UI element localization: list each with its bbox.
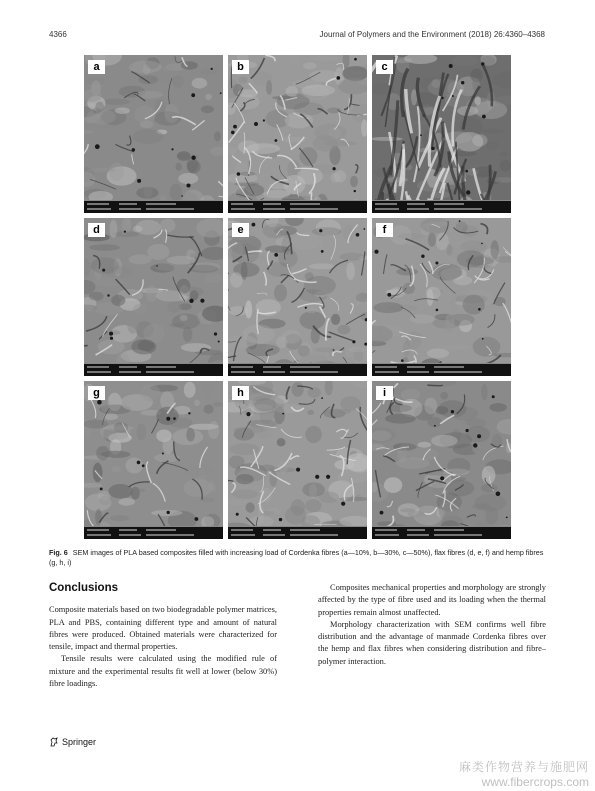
- watermark-url: www.fibercrops.com: [481, 775, 589, 789]
- sem-micrograph: [228, 218, 367, 376]
- panel-label: i: [376, 386, 393, 400]
- sem-micrograph: [372, 381, 511, 539]
- left-column: [49, 582, 277, 690]
- sem-metadata-text: [231, 371, 255, 373]
- sem-micrograph: [228, 55, 367, 213]
- sem-metadata-text: [434, 366, 464, 368]
- sem-metadata-text: [263, 371, 285, 373]
- sem-metadata-text: [146, 529, 176, 531]
- panel-label: g: [88, 386, 105, 400]
- sem-metadata-text: [87, 208, 111, 210]
- sem-metadata-text: [375, 366, 397, 368]
- sem-metadata-text: [119, 371, 141, 373]
- sem-metadata-text: [146, 366, 176, 368]
- sem-panel-i: [372, 381, 511, 539]
- sem-metadata-text: [119, 534, 141, 536]
- sem-metadata-text: [87, 371, 111, 373]
- sem-micrograph: [372, 218, 511, 376]
- figure-caption-text: SEM images of PLA based composites filled with increasing load of Cordenka fibres (a—10%, b—30%, c—50%), flax fibres (d, e, f) and hemp fibres (g, h, i): [49, 548, 544, 567]
- figure-caption-label: Fig. 6: [49, 548, 68, 557]
- sem-metadata-text: [407, 534, 429, 536]
- sem-metadata-text: [375, 534, 399, 536]
- sem-metadata-text: [119, 203, 137, 205]
- sem-metadata-text: [375, 371, 399, 373]
- panel-label: f: [376, 223, 393, 237]
- sem-figure: [84, 55, 512, 535]
- sem-metadata-text: [263, 366, 281, 368]
- right-column: [318, 582, 546, 668]
- sem-metadata-text: [290, 366, 320, 368]
- sem-metadata-text: [375, 203, 397, 205]
- figure-caption: [49, 548, 546, 568]
- sem-metadata-text: [87, 529, 109, 531]
- sem-metadata-text: [434, 534, 482, 536]
- journal-running-head: Journal of Polymers and the Environment (2018) 26:4360–4368: [319, 30, 545, 39]
- sem-panel-h: [228, 381, 367, 539]
- sem-micrograph: [372, 55, 511, 213]
- sem-info-bar: [372, 200, 511, 213]
- panel-label: h: [232, 386, 249, 400]
- sem-metadata-text: [407, 203, 425, 205]
- sem-metadata-text: [87, 534, 111, 536]
- sem-info-bar: [228, 200, 367, 213]
- sem-panel-d: [84, 218, 223, 376]
- sem-panel-c: [372, 55, 511, 213]
- sem-metadata-text: [119, 366, 137, 368]
- sem-metadata-text: [407, 371, 429, 373]
- sem-metadata-text: [290, 529, 320, 531]
- page-number: 4366: [49, 30, 67, 39]
- sem-metadata-text: [263, 529, 281, 531]
- springer-horse-icon: [49, 737, 59, 747]
- sem-info-bar: [372, 526, 511, 539]
- panel-label: d: [88, 223, 105, 237]
- publisher-footer: [49, 737, 96, 747]
- sem-metadata-text: [231, 203, 253, 205]
- sem-info-bar: [372, 363, 511, 376]
- watermark-site-name: 麻类作物营养与施肥网: [458, 760, 589, 774]
- sem-metadata-text: [434, 529, 464, 531]
- paragraph: Composite materials based on two biodegradable polymer matrices, PLA and PBS, containing different type and amount of natural fibres were produced. Obtained materials were characterized for tensile, impact and thermal properties.: [49, 605, 277, 652]
- sem-metadata-text: [231, 534, 255, 536]
- panel-label: a: [88, 60, 105, 74]
- sem-metadata-text: [290, 203, 320, 205]
- sem-metadata-text: [290, 208, 338, 210]
- sem-metadata-text: [263, 534, 285, 536]
- sem-metadata-text: [407, 529, 425, 531]
- sem-metadata-text: [263, 208, 285, 210]
- sem-panel-f: [372, 218, 511, 376]
- sem-metadata-text: [146, 208, 194, 210]
- watermark: [459, 758, 589, 789]
- sem-metadata-text: [146, 534, 194, 536]
- sem-panel-g: [84, 381, 223, 539]
- sem-metadata-text: [263, 203, 281, 205]
- sem-micrograph: [84, 218, 223, 376]
- sem-metadata-text: [434, 371, 482, 373]
- sem-metadata-text: [146, 371, 194, 373]
- panel-label: b: [232, 60, 249, 74]
- sem-metadata-text: [231, 366, 253, 368]
- sem-metadata-text: [375, 529, 397, 531]
- sem-metadata-text: [375, 208, 399, 210]
- sem-info-bar: [84, 363, 223, 376]
- sem-micrograph: [228, 381, 367, 539]
- sem-metadata-text: [434, 208, 482, 210]
- panel-label: e: [232, 223, 249, 237]
- sem-info-bar: [84, 200, 223, 213]
- publisher-name: Springer: [62, 737, 97, 747]
- conclusions-heading: Conclusions: [49, 582, 119, 594]
- paragraph: Composites mechanical properties and morphology are strongly affected by the type of fibre used and its loading when the thermal properties remain almost unaffected.: [318, 583, 546, 617]
- sem-info-bar: [228, 363, 367, 376]
- sem-metadata-text: [434, 203, 464, 205]
- paragraph: Tensile results were calculated using the modified rule of mixture and the experimental results fit well at lower (below 30%) fibre loadings.: [49, 654, 277, 689]
- sem-metadata-text: [87, 366, 109, 368]
- sem-metadata-text: [231, 208, 255, 210]
- sem-metadata-text: [119, 529, 137, 531]
- panel-label: c: [376, 60, 393, 74]
- sem-metadata-text: [407, 366, 425, 368]
- sem-metadata-text: [290, 534, 338, 536]
- sem-metadata-text: [87, 203, 109, 205]
- sem-metadata-text: [231, 529, 253, 531]
- sem-panel-e: [228, 218, 367, 376]
- sem-metadata-text: [407, 208, 429, 210]
- sem-metadata-text: [146, 203, 176, 205]
- sem-metadata-text: [119, 208, 141, 210]
- sem-panel-a: [84, 55, 223, 213]
- sem-micrograph: [84, 55, 223, 213]
- sem-panel-b: [228, 55, 367, 213]
- paragraph: Morphology characterization with SEM confirms well fibre distribution and the advantage of manmade Cordenka fibres over the hemp and flax fibres when considering distribution and fibre–polymer interaction.: [318, 619, 546, 666]
- sem-info-bar: [84, 526, 223, 539]
- sem-metadata-text: [290, 371, 338, 373]
- sem-info-bar: [228, 526, 367, 539]
- sem-micrograph: [84, 381, 223, 539]
